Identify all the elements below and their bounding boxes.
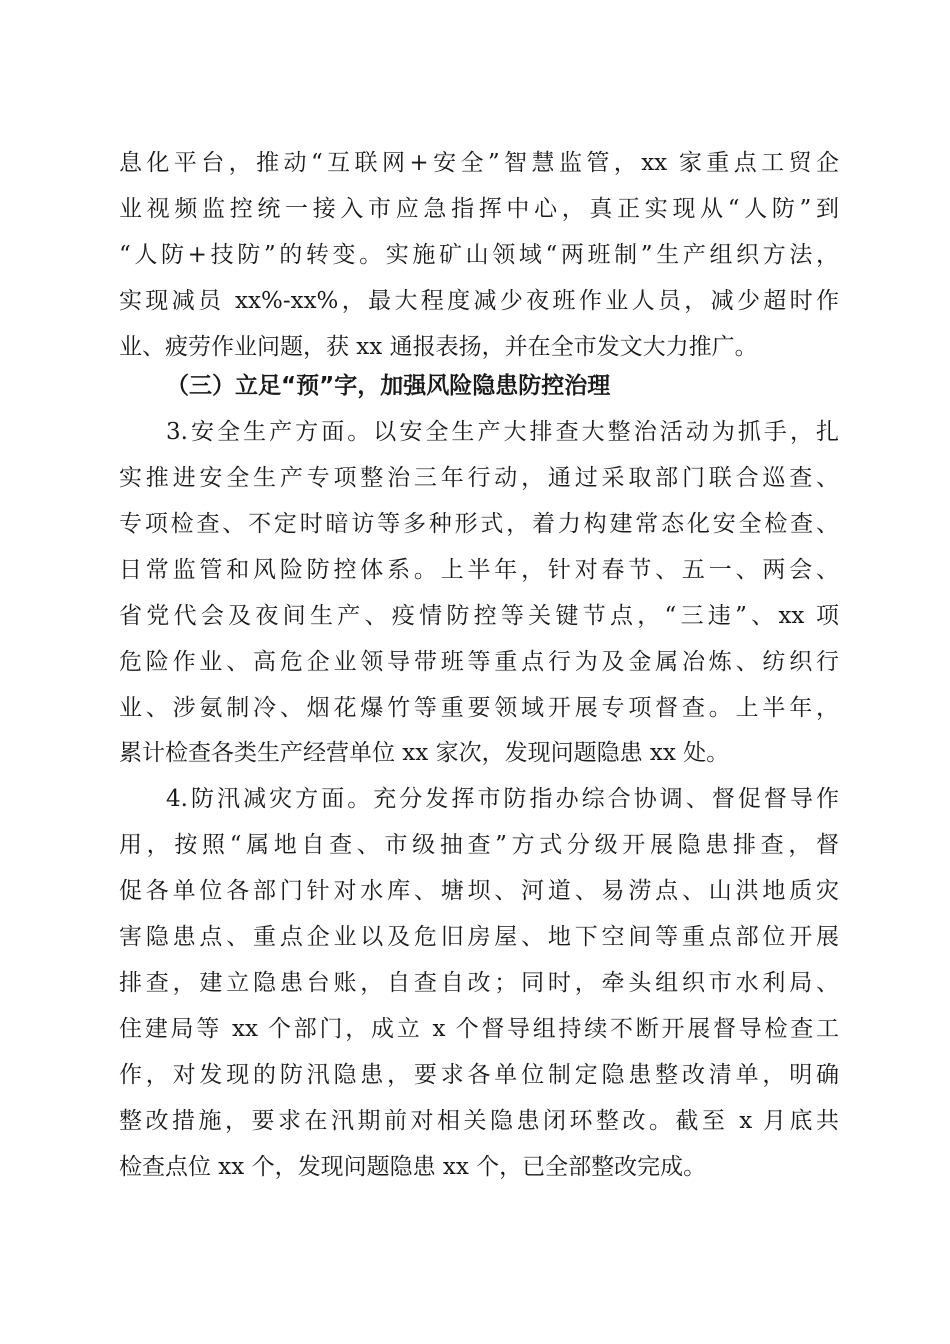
text-line: 实推进安全生产专项整治三年行动，通过采取部门联合巡查、 [119,465,839,491]
text-line: 累计检查各类生产经营单位 xx 家次，发现问题隐患 xx 处。 [119,740,730,766]
text-line: 住建局等 xx 个部门，成立 x 个督导组持续不断开展督导检查工 [119,1016,839,1042]
text-line: 息化平台，推动“互联网+安全”智慧监管，xx 家重点工贸企 [119,150,839,176]
text-line: 危险作业、高危企业领导带班等重点行为及金属冶炼、纺织行 [119,649,839,675]
text-line: 3.安全生产方面。以安全生产大排查大整治活动为抓手，扎 [166,419,839,445]
text-line: 业、疲劳作业问题，获 xx 通报表扬，并在全市发文大力推广。 [119,334,758,360]
text-line: 日常监管和风险防控体系。上半年，针对春节、五一、两会、 [119,557,839,583]
text-line: 业视频监控统一接入市应急指挥中心，真正实现从“人防”到 [119,196,839,222]
text-line: 害隐患点、重点企业以及危旧房屋、地下空间等重点部位开展 [119,924,839,950]
text-line: 业、涉氨制冷、烟花爆竹等重要领域开展专项督查。上半年， [119,695,839,721]
text-line: 省党代会及夜间生产、疫情防控等关键节点，“三违”、xx 项 [119,603,839,629]
text-line: “人防+技防”的转变。实施矿山领域“两班制”生产组织方法， [119,242,839,268]
text-line: 实现减员 xx%-xx%，最大程度减少夜班作业人员，减少超时作 [119,288,839,314]
text-line: 促各单位各部门针对水库、塘坝、河道、易涝点、山洪地质灾 [119,878,839,904]
text-line: 作，对发现的防汛隐患，要求各单位制定隐患整改清单，明确 [119,1062,839,1088]
text-line: 4.防汛减灾方面。充分发挥市防指办综合协调、督促督导作 [166,786,839,812]
text-line: 排查，建立隐患台账，自查自改；同时，牵头组织市水利局、 [119,970,839,996]
text-line: 专项检查、不定时暗访等多种形式，着力构建常态化安全检查、 [119,511,839,537]
section-heading: （三）立足“预”字，加强风险隐患防控治理 [166,373,611,399]
text-line: 整改措施，要求在汛期前对相关隐患闭环整改。截至 x 月底共 [119,1108,839,1134]
text-line: 用，按照“属地自查、市级抽查”方式分级开展隐患排查，督 [119,832,839,858]
text-line: 检查点位 xx 个，发现问题隐患 xx 个，已全部整改完成。 [119,1154,707,1180]
